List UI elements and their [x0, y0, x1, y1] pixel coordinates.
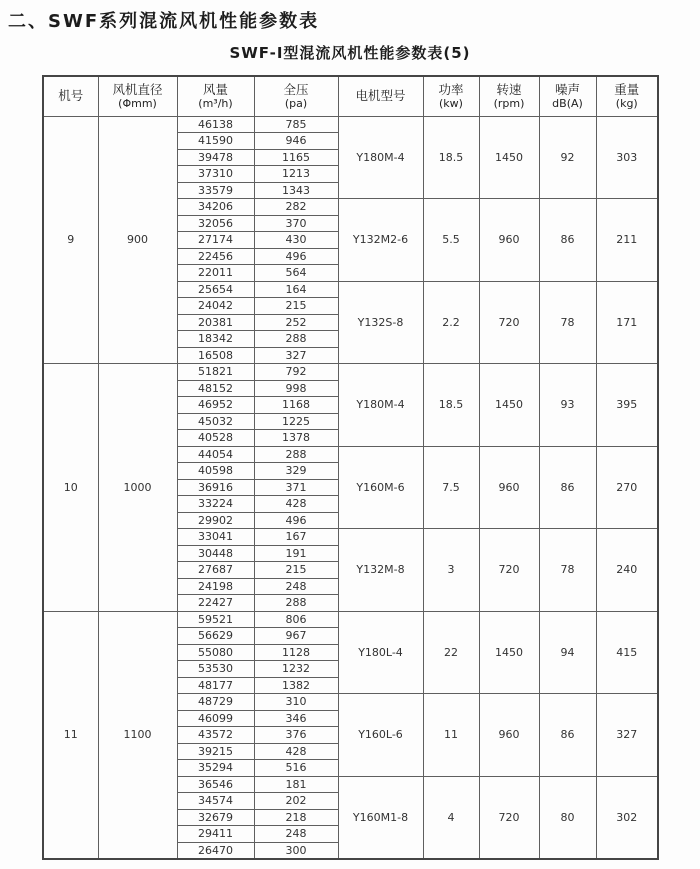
machine-no-cell: 9	[43, 116, 98, 364]
total-pressure-cell: 346	[254, 710, 338, 727]
table-body	[43, 116, 658, 859]
speed-cell: 1450	[479, 116, 539, 199]
air-volume-cell: 55080	[177, 644, 254, 661]
air-volume-cell: 35294	[177, 760, 254, 777]
noise-cell: 93	[539, 364, 596, 447]
air-volume-cell: 36546	[177, 776, 254, 793]
air-volume-cell: 59521	[177, 611, 254, 628]
motor-model-cell: Y160M-6	[338, 446, 423, 529]
header-label: 风机直径	[112, 81, 163, 97]
air-volume-cell: 34574	[177, 793, 254, 810]
air-volume-cell: 32056	[177, 215, 254, 232]
power-cell: 3	[423, 529, 479, 612]
header-unit: (rpm)	[493, 97, 525, 111]
fan-diameter-cell: 1100	[98, 611, 177, 859]
total-pressure-cell: 370	[254, 215, 338, 232]
total-pressure-cell: 329	[254, 463, 338, 480]
header-label: 风量	[202, 81, 228, 97]
total-pressure-cell: 1382	[254, 677, 338, 694]
noise-cell: 86	[539, 446, 596, 529]
total-pressure-cell: 806	[254, 611, 338, 628]
fan-diameter-cell: 1000	[98, 364, 177, 612]
total-pressure-cell: 288	[254, 446, 338, 463]
air-volume-cell: 43572	[177, 727, 254, 744]
table-header	[43, 76, 658, 116]
air-volume-cell: 46099	[177, 710, 254, 727]
header-unit: (kw)	[439, 97, 463, 111]
air-volume-cell: 40528	[177, 430, 254, 447]
total-pressure-cell: 428	[254, 743, 338, 760]
table-row	[43, 611, 658, 628]
total-pressure-cell: 430	[254, 232, 338, 249]
total-pressure-cell: 496	[254, 512, 338, 529]
weight-cell: 270	[596, 446, 658, 529]
weight-cell: 415	[596, 611, 658, 694]
table-row	[43, 116, 658, 133]
air-volume-cell: 44054	[177, 446, 254, 463]
column-header-power	[423, 76, 479, 116]
total-pressure-cell: 785	[254, 116, 338, 133]
weight-cell: 240	[596, 529, 658, 612]
total-pressure-cell: 376	[254, 727, 338, 744]
air-volume-cell: 33579	[177, 182, 254, 199]
motor-model-cell: Y132M-8	[338, 529, 423, 612]
column-header-motor-model	[338, 76, 423, 116]
column-header-weight	[596, 76, 658, 116]
total-pressure-cell: 564	[254, 265, 338, 282]
total-pressure-cell: 252	[254, 314, 338, 331]
header-label: 电机型号	[355, 88, 406, 104]
air-volume-cell: 48729	[177, 694, 254, 711]
fan-parameters-table	[42, 75, 659, 860]
air-volume-cell: 27174	[177, 232, 254, 249]
air-volume-cell: 53530	[177, 661, 254, 678]
weight-cell: 211	[596, 199, 658, 282]
air-volume-cell: 18342	[177, 331, 254, 348]
total-pressure-cell: 1343	[254, 182, 338, 199]
header-row	[43, 76, 658, 116]
total-pressure-cell: 967	[254, 628, 338, 645]
weight-cell: 171	[596, 281, 658, 364]
air-volume-cell: 22011	[177, 265, 254, 282]
speed-cell: 960	[479, 199, 539, 282]
noise-cell: 86	[539, 199, 596, 282]
air-volume-cell: 20381	[177, 314, 254, 331]
total-pressure-cell: 310	[254, 694, 338, 711]
motor-model-cell: Y132S-8	[338, 281, 423, 364]
air-volume-cell: 24042	[177, 298, 254, 315]
header-label: 全压	[283, 81, 309, 97]
total-pressure-cell: 1165	[254, 149, 338, 166]
total-pressure-cell: 792	[254, 364, 338, 381]
noise-cell: 94	[539, 611, 596, 694]
speed-cell: 1450	[479, 611, 539, 694]
speed-cell: 1450	[479, 364, 539, 447]
power-cell: 7.5	[423, 446, 479, 529]
motor-model-cell: Y132M2-6	[338, 199, 423, 282]
power-cell: 18.5	[423, 116, 479, 199]
air-volume-cell: 29411	[177, 826, 254, 843]
power-cell: 22	[423, 611, 479, 694]
air-volume-cell: 37310	[177, 166, 254, 183]
weight-cell: 302	[596, 776, 658, 859]
air-volume-cell: 40598	[177, 463, 254, 480]
motor-model-cell: Y180L-4	[338, 611, 423, 694]
total-pressure-cell: 1378	[254, 430, 338, 447]
header-unit: (Φmm)	[118, 97, 157, 111]
motor-model-cell: Y160M1-8	[338, 776, 423, 859]
power-cell: 5.5	[423, 199, 479, 282]
column-header-noise	[539, 76, 596, 116]
total-pressure-cell: 998	[254, 380, 338, 397]
total-pressure-cell: 164	[254, 281, 338, 298]
air-volume-cell: 46952	[177, 397, 254, 414]
machine-no-cell: 10	[43, 364, 98, 612]
total-pressure-cell: 428	[254, 496, 338, 513]
total-pressure-cell: 300	[254, 842, 338, 859]
total-pressure-cell: 1168	[254, 397, 338, 414]
total-pressure-cell: 371	[254, 479, 338, 496]
air-volume-cell: 36916	[177, 479, 254, 496]
speed-cell: 960	[479, 446, 539, 529]
air-volume-cell: 26470	[177, 842, 254, 859]
air-volume-cell: 39478	[177, 149, 254, 166]
air-volume-cell: 30448	[177, 545, 254, 562]
total-pressure-cell: 218	[254, 809, 338, 826]
air-volume-cell: 34206	[177, 199, 254, 216]
total-pressure-cell: 202	[254, 793, 338, 810]
power-cell: 4	[423, 776, 479, 859]
total-pressure-cell: 1225	[254, 413, 338, 430]
header-unit: (kg)	[615, 97, 638, 111]
air-volume-cell: 22456	[177, 248, 254, 265]
table-subtitle: SWF-I型混流风机性能参数表(5)	[229, 44, 471, 62]
total-pressure-cell: 167	[254, 529, 338, 546]
air-volume-cell: 45032	[177, 413, 254, 430]
total-pressure-cell: 191	[254, 545, 338, 562]
air-volume-cell: 16508	[177, 347, 254, 364]
air-volume-cell: 29902	[177, 512, 254, 529]
air-volume-cell: 41590	[177, 133, 254, 150]
air-volume-cell: 27687	[177, 562, 254, 579]
speed-cell: 720	[479, 529, 539, 612]
power-cell: 18.5	[423, 364, 479, 447]
air-volume-cell: 56629	[177, 628, 254, 645]
air-volume-cell: 48177	[177, 677, 254, 694]
motor-model-cell: Y180M-4	[338, 364, 423, 447]
header-label: 转速	[496, 81, 522, 97]
air-volume-cell: 22427	[177, 595, 254, 612]
header-unit: (m³/h)	[198, 97, 233, 111]
power-cell: 11	[423, 694, 479, 777]
header-unit: dB(A)	[552, 97, 583, 111]
noise-cell: 86	[539, 694, 596, 777]
total-pressure-cell: 496	[254, 248, 338, 265]
header-label: 功率	[438, 81, 464, 97]
page-title: 二、SWF系列混流风机性能参数表	[8, 11, 320, 32]
weight-cell: 395	[596, 364, 658, 447]
air-volume-cell: 33224	[177, 496, 254, 513]
total-pressure-cell: 282	[254, 199, 338, 216]
air-volume-cell: 25654	[177, 281, 254, 298]
header-label: 噪声	[554, 81, 580, 97]
fan-diameter-cell: 900	[98, 116, 177, 364]
weight-cell: 303	[596, 116, 658, 199]
total-pressure-cell: 248	[254, 578, 338, 595]
total-pressure-cell: 946	[254, 133, 338, 150]
table-row	[43, 364, 658, 381]
column-header-speed	[479, 76, 539, 116]
header-label: 机号	[58, 88, 84, 104]
weight-cell: 327	[596, 694, 658, 777]
column-header-fan-diameter	[98, 76, 177, 116]
noise-cell: 92	[539, 116, 596, 199]
speed-cell: 720	[479, 776, 539, 859]
noise-cell: 78	[539, 529, 596, 612]
total-pressure-cell: 1128	[254, 644, 338, 661]
air-volume-cell: 39215	[177, 743, 254, 760]
total-pressure-cell: 181	[254, 776, 338, 793]
air-volume-cell: 46138	[177, 116, 254, 133]
air-volume-cell: 48152	[177, 380, 254, 397]
power-cell: 2.2	[423, 281, 479, 364]
total-pressure-cell: 248	[254, 826, 338, 843]
column-header-air-volume	[177, 76, 254, 116]
total-pressure-cell: 327	[254, 347, 338, 364]
motor-model-cell: Y180M-4	[338, 116, 423, 199]
noise-cell: 78	[539, 281, 596, 364]
speed-cell: 960	[479, 694, 539, 777]
noise-cell: 80	[539, 776, 596, 859]
total-pressure-cell: 288	[254, 595, 338, 612]
air-volume-cell: 51821	[177, 364, 254, 381]
total-pressure-cell: 288	[254, 331, 338, 348]
column-header-total-pressure	[254, 76, 338, 116]
header-unit: (pa)	[284, 97, 308, 111]
total-pressure-cell: 215	[254, 298, 338, 315]
machine-no-cell: 11	[43, 611, 98, 859]
total-pressure-cell: 215	[254, 562, 338, 579]
total-pressure-cell: 1232	[254, 661, 338, 678]
air-volume-cell: 32679	[177, 809, 254, 826]
total-pressure-cell: 516	[254, 760, 338, 777]
motor-model-cell: Y160L-6	[338, 694, 423, 777]
air-volume-cell: 33041	[177, 529, 254, 546]
speed-cell: 720	[479, 281, 539, 364]
column-header-machine-no	[43, 76, 98, 116]
header-label: 重量	[614, 81, 640, 97]
total-pressure-cell: 1213	[254, 166, 338, 183]
air-volume-cell: 24198	[177, 578, 254, 595]
